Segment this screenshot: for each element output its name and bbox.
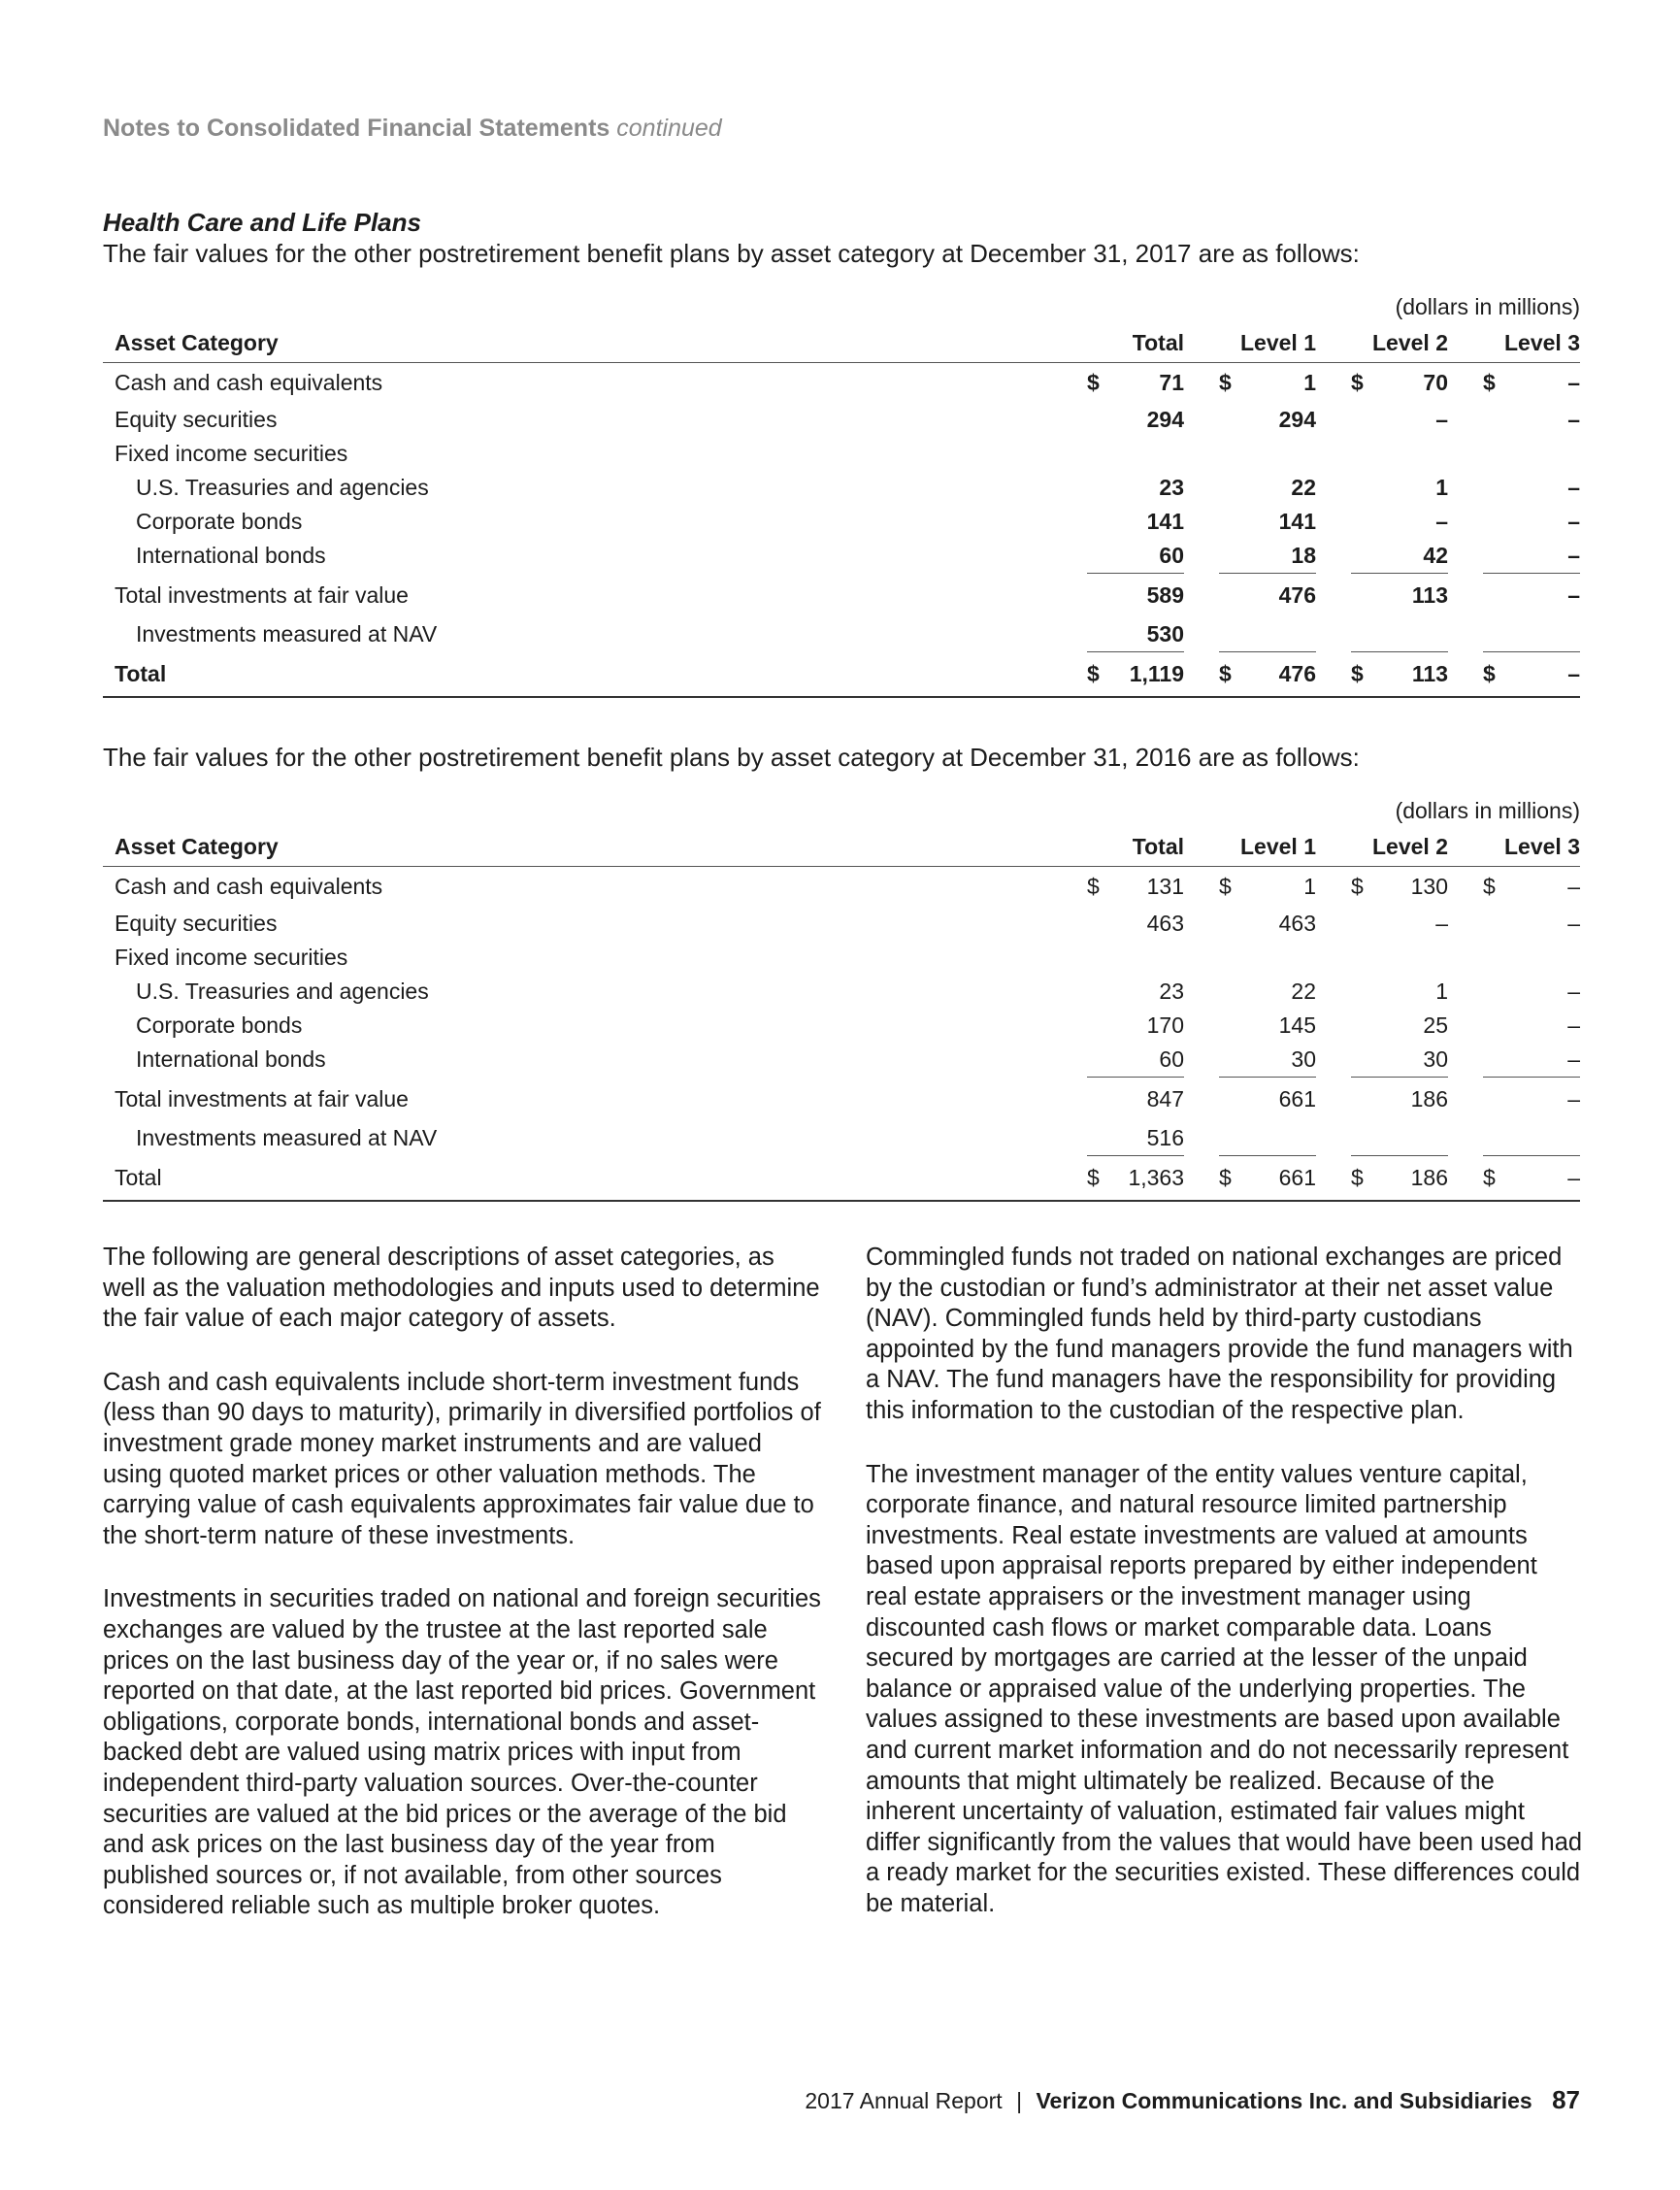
cell-level3: – — [1567, 508, 1580, 534]
cell-level2: 42 — [1423, 542, 1448, 568]
footer-separator: | — [1016, 2088, 1023, 2113]
cell-level3: $ – — [1483, 873, 1580, 899]
cell-level1: $ 1 — [1219, 369, 1316, 395]
table-row — [103, 867, 1580, 907]
table-2016 — [103, 798, 1580, 1202]
cell-level2: 113 — [1351, 573, 1448, 617]
row-label: Equity securities — [115, 406, 278, 432]
cell-total: $ 131 — [1087, 873, 1184, 899]
cell-level3: – — [1483, 1077, 1580, 1121]
cell-total: 170 — [1146, 1012, 1184, 1038]
cell-level3: – — [1567, 474, 1580, 500]
table-header-row — [103, 327, 1580, 363]
cell-level1: 30 — [1291, 1045, 1316, 1072]
cell-total: $ 1,119 — [1087, 652, 1184, 697]
table-row — [103, 363, 1580, 403]
table-row — [103, 941, 1580, 975]
row-label: Total investments at fair value — [115, 581, 409, 608]
row-label: Corporate bonds — [136, 1012, 303, 1038]
cell-level2: $ 70 — [1351, 369, 1448, 395]
table-row — [103, 403, 1580, 437]
table-row — [103, 617, 1580, 652]
cell-level1: 145 — [1278, 1012, 1316, 1038]
header-level2: Level 2 — [1351, 327, 1448, 363]
cell-level1: 141 — [1278, 508, 1316, 534]
row-label: Total investments at fair value — [115, 1085, 409, 1112]
cell-level1: $ 661 — [1219, 1156, 1316, 1201]
cell-level2: 25 — [1423, 1012, 1448, 1038]
header-level2: Level 2 — [1351, 831, 1448, 867]
table-2017 — [103, 294, 1580, 698]
row-label: U.S. Treasuries and agencies — [136, 978, 429, 1004]
cell-level3: – — [1567, 910, 1580, 936]
header-asset-category: Asset Category — [103, 831, 1087, 867]
table-row — [103, 505, 1580, 539]
cell-total: 141 — [1146, 508, 1184, 534]
cell-level2: 30 — [1423, 1045, 1448, 1072]
row-label: Fixed income securities — [115, 440, 348, 466]
table-row — [103, 437, 1580, 471]
cell-level1: 22 — [1291, 978, 1316, 1004]
cell-total: 516 — [1146, 1125, 1184, 1150]
header-asset-category: Asset Category — [103, 327, 1087, 363]
table-row — [103, 1121, 1580, 1156]
table-total-row — [103, 652, 1580, 697]
cell-total: 530 — [1146, 621, 1184, 647]
row-label: Total — [103, 652, 1087, 697]
header-suffix: continued — [616, 115, 722, 142]
paragraph: The following are general descriptions of asset categories, as well as the valuation methodologies and inputs used to determine the fair value of each major category of assets. — [103, 1244, 820, 1333]
cell-level1: $ 1 — [1219, 873, 1316, 899]
page-number: 87 — [1552, 2085, 1580, 2114]
fair-value-table-2017 — [103, 327, 1580, 698]
row-label: Investments measured at NAV — [136, 621, 438, 647]
row-label: U.S. Treasuries and agencies — [136, 474, 429, 500]
table-2017-units: (dollars in millions) — [1395, 294, 1580, 319]
header-total: Total — [1087, 327, 1184, 363]
table-row — [103, 471, 1580, 505]
table-row — [103, 1077, 1580, 1121]
paragraph: Cash and cash equivalents include short-term investment funds (less than 90 days to maturity), primarily in diversified portfolios of investment grade money market instruments and are valued using quoted market prices or other valuation methods. The carrying value of cash equivalents approximates fair value due to the short-term nature of these investments. — [103, 1368, 821, 1549]
header-level1: Level 1 — [1219, 831, 1316, 867]
table-row — [103, 975, 1580, 1009]
paragraph: Investments in securities traded on national and foreign securities exchanges are valued by the trustee at the last reported sale prices on the last business day of the year or, if no sales were reported on that date, at the last reported bid prices. Government obligations, corporate bonds, international bonds and asset-backed debt are valued using matrix prices with input from independent third-party valuation sources. Over-the-counter securities are valued at the bid prices or the average of the bid and ask prices on the last business day of the year from published sources or, if not available, from other sources considered reliable such as multiple broker quotes. — [103, 1585, 821, 1920]
cell-level3: $ – — [1483, 652, 1580, 697]
table-2016-intro: The fair values for the other postretirement benefit plans by asset category at December 31, 2016 are as follows: — [103, 743, 1360, 772]
cell-level2: $ 113 — [1351, 652, 1448, 697]
cell-level3: – — [1483, 573, 1580, 617]
cell-level1: 18 — [1291, 542, 1316, 568]
paragraph: Commingled funds not traded on national exchanges are priced by the custodian or fund’s administrator at their net asset value (NAV). Commingled funds held by third-party custodians appointed by the fund managers provide the fund managers with a NAV. The fund managers have the responsibility for providing this information to the custodian of the respective plan. — [866, 1244, 1573, 1424]
table-row — [103, 573, 1580, 617]
row-label: International bonds — [136, 1045, 326, 1072]
cell-level2: 1 — [1435, 474, 1448, 500]
footer-report: 2017 Annual Report — [805, 2088, 1003, 2113]
table-row — [103, 1009, 1580, 1043]
cell-level2: – — [1435, 508, 1448, 534]
table-row — [103, 539, 1580, 574]
table-header-row — [103, 831, 1580, 867]
header-level3: Level 3 — [1483, 831, 1580, 867]
page-header — [103, 115, 722, 143]
cell-level3: – — [1567, 978, 1580, 1004]
right-text-column — [866, 1243, 1584, 1952]
page-footer — [805, 2085, 1580, 2115]
cell-level3: – — [1567, 542, 1580, 568]
table-2016-units: (dollars in millions) — [1395, 798, 1580, 823]
cell-level2: $ 130 — [1351, 873, 1448, 899]
table-row — [103, 1043, 1580, 1078]
cell-total: 463 — [1146, 910, 1184, 936]
row-label: Total — [103, 1156, 1087, 1201]
cell-level2: $ 186 — [1351, 1156, 1448, 1201]
header-level1: Level 1 — [1219, 327, 1316, 363]
cell-total: 847 — [1087, 1077, 1184, 1121]
cell-level2: 186 — [1351, 1077, 1448, 1121]
row-label: International bonds — [136, 542, 326, 568]
cell-level1: 294 — [1278, 406, 1316, 432]
cell-level3: – — [1567, 1012, 1580, 1038]
section-title: Health Care and Life Plans — [103, 208, 421, 237]
row-label: Cash and cash equivalents — [115, 873, 383, 899]
cell-total: 23 — [1159, 978, 1184, 1004]
cell-total: 23 — [1159, 474, 1184, 500]
cell-level1: 22 — [1291, 474, 1316, 500]
cell-level1: 476 — [1219, 573, 1316, 617]
cell-level1: 463 — [1278, 910, 1316, 936]
header-title: Notes to Consolidated Financial Statements — [103, 115, 610, 142]
cell-level2: – — [1435, 910, 1448, 936]
fair-value-table-2016 — [103, 831, 1580, 1202]
cell-level3: $ – — [1483, 1156, 1580, 1201]
header-total: Total — [1087, 831, 1184, 867]
cell-total: $ 1,363 — [1087, 1156, 1184, 1201]
header-level3: Level 3 — [1483, 327, 1580, 363]
cell-total: 60 — [1159, 542, 1184, 568]
row-label: Equity securities — [115, 910, 278, 936]
cell-level1: 661 — [1219, 1077, 1316, 1121]
row-label: Fixed income securities — [115, 944, 348, 970]
paragraph: The investment manager of the entity values venture capital, corporate finance, and natural resource limited partnership investments. Real estate investments are valued at amounts based upon appraisal reports prepared by either independent real estate appraisers or the investment manager using discounted cash flows or market comparable data. Loans secured by mortgages are carried at the lesser of the unpaid balance or appraised value of the underlying properties. The values assigned to these investments are based upon available and current market information and do not necessarily represent amounts that might ultimately be realized. Because of the inherent uncertainty of valuation, estimated fair values might differ significantly from the values that would have been used had a ready market for the securities existed. These differences could be material. — [866, 1460, 1583, 1917]
table-2017-intro: The fair values for the other postretirement benefit plans by asset category at December 31, 2017 are as follows: — [103, 239, 1360, 268]
row-label: Cash and cash equivalents — [115, 369, 383, 395]
table-total-row — [103, 1156, 1580, 1201]
cell-level2: 1 — [1435, 978, 1448, 1004]
row-label: Corporate bonds — [136, 508, 303, 534]
table-row — [103, 907, 1580, 941]
cell-level3: – — [1567, 406, 1580, 432]
cell-total: 589 — [1087, 573, 1184, 617]
cell-level2: – — [1435, 406, 1448, 432]
cell-total: 294 — [1146, 406, 1184, 432]
left-text-column — [103, 1243, 821, 1955]
row-label: Investments measured at NAV — [136, 1125, 438, 1151]
cell-level3: $ – — [1483, 369, 1580, 395]
cell-total: 60 — [1159, 1045, 1184, 1072]
footer-company: Verizon Communications Inc. and Subsidiaries — [1036, 2088, 1532, 2113]
cell-total: $ 71 — [1087, 369, 1184, 395]
cell-level1: $ 476 — [1219, 652, 1316, 697]
cell-level3: – — [1567, 1045, 1580, 1072]
